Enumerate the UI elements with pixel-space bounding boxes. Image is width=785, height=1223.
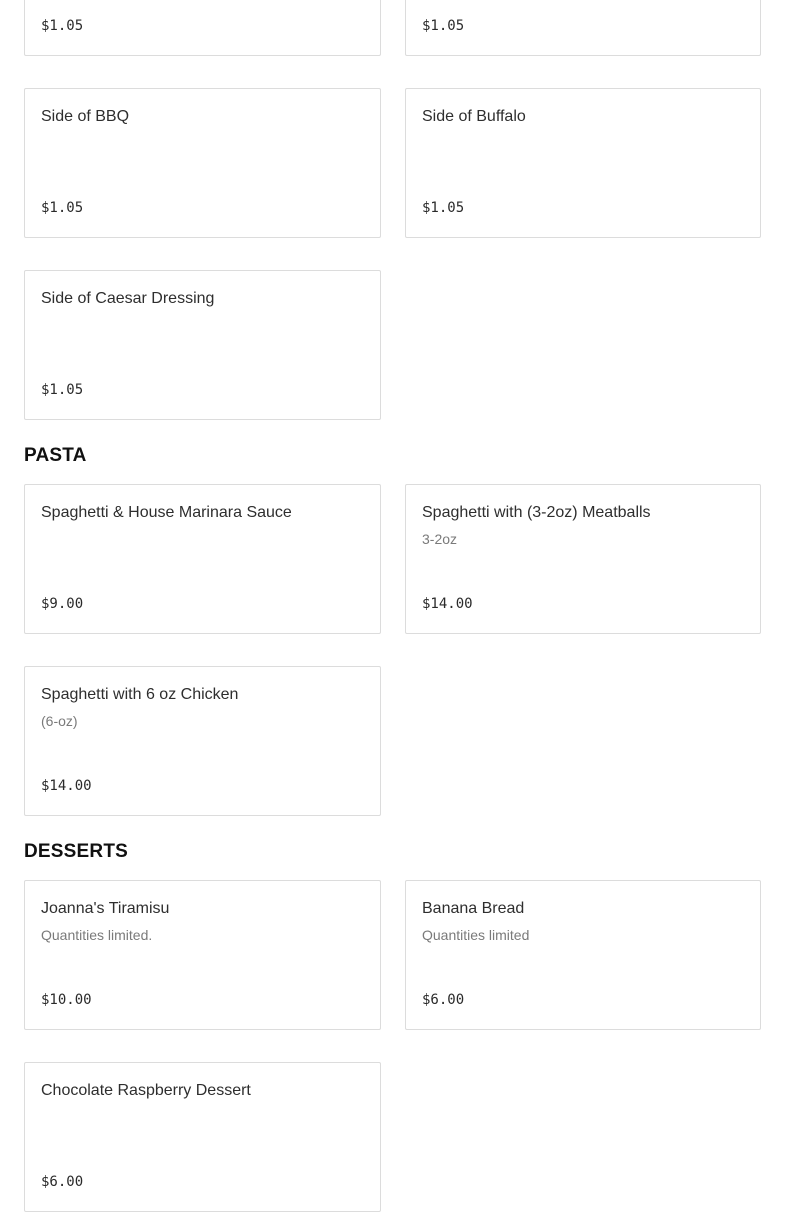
menu-item-card[interactable] — [24, 880, 381, 1030]
menu-item-price: $1.05 — [41, 18, 84, 34]
section-title-pasta: PASTA — [24, 445, 87, 466]
menu-item-card[interactable] — [405, 880, 761, 1030]
menu-item-card[interactable] — [24, 88, 381, 238]
menu-item-description: (6-oz) — [41, 713, 78, 729]
menu-item-name: Spaghetti with (3-2oz) Meatballs — [422, 504, 651, 521]
menu-item-name: Banana Bread — [422, 900, 525, 917]
menu-item-card[interactable] — [405, 484, 761, 634]
menu-item-price: $1.05 — [41, 382, 84, 398]
menu-item-price: $6.00 — [422, 992, 465, 1008]
menu-item-card[interactable] — [24, 0, 381, 56]
section-title-desserts: DESSERTS — [24, 841, 129, 862]
menu-item-name: Spaghetti & House Marinara Sauce — [41, 504, 292, 521]
menu-item-description: 3-2oz — [422, 531, 458, 547]
menu-item-name: Side of Caesar Dressing — [41, 290, 215, 307]
menu-item-description: Quantities limited — [422, 927, 530, 943]
menu-item-price: $14.00 — [41, 778, 92, 794]
menu-item-description: Quantities limited. — [41, 927, 153, 943]
menu-item-card[interactable] — [405, 0, 761, 56]
menu-item-card[interactable] — [24, 1062, 381, 1212]
menu-item-price: $1.05 — [41, 200, 84, 216]
menu-item-name: Side of BBQ — [41, 108, 130, 125]
menu-item-price: $1.05 — [422, 18, 465, 34]
menu-item-card[interactable] — [24, 270, 381, 420]
menu-item-name: Chocolate Raspberry Dessert — [41, 1082, 251, 1099]
menu-item-name: Joanna's Tiramisu — [41, 900, 170, 917]
menu-item-card[interactable] — [24, 484, 381, 634]
menu-item-price: $10.00 — [41, 992, 92, 1008]
menu-item-name: Side of Buffalo — [422, 108, 526, 125]
menu-item-price: $9.00 — [41, 596, 84, 612]
menu-item-price: $14.00 — [422, 596, 473, 612]
menu-item-price: $6.00 — [41, 1174, 84, 1190]
menu-item-price: $1.05 — [422, 200, 465, 216]
menu-item-card[interactable] — [24, 666, 381, 816]
menu-item-card[interactable] — [405, 88, 761, 238]
menu-item-name: Spaghetti with 6 oz Chicken — [41, 686, 239, 703]
